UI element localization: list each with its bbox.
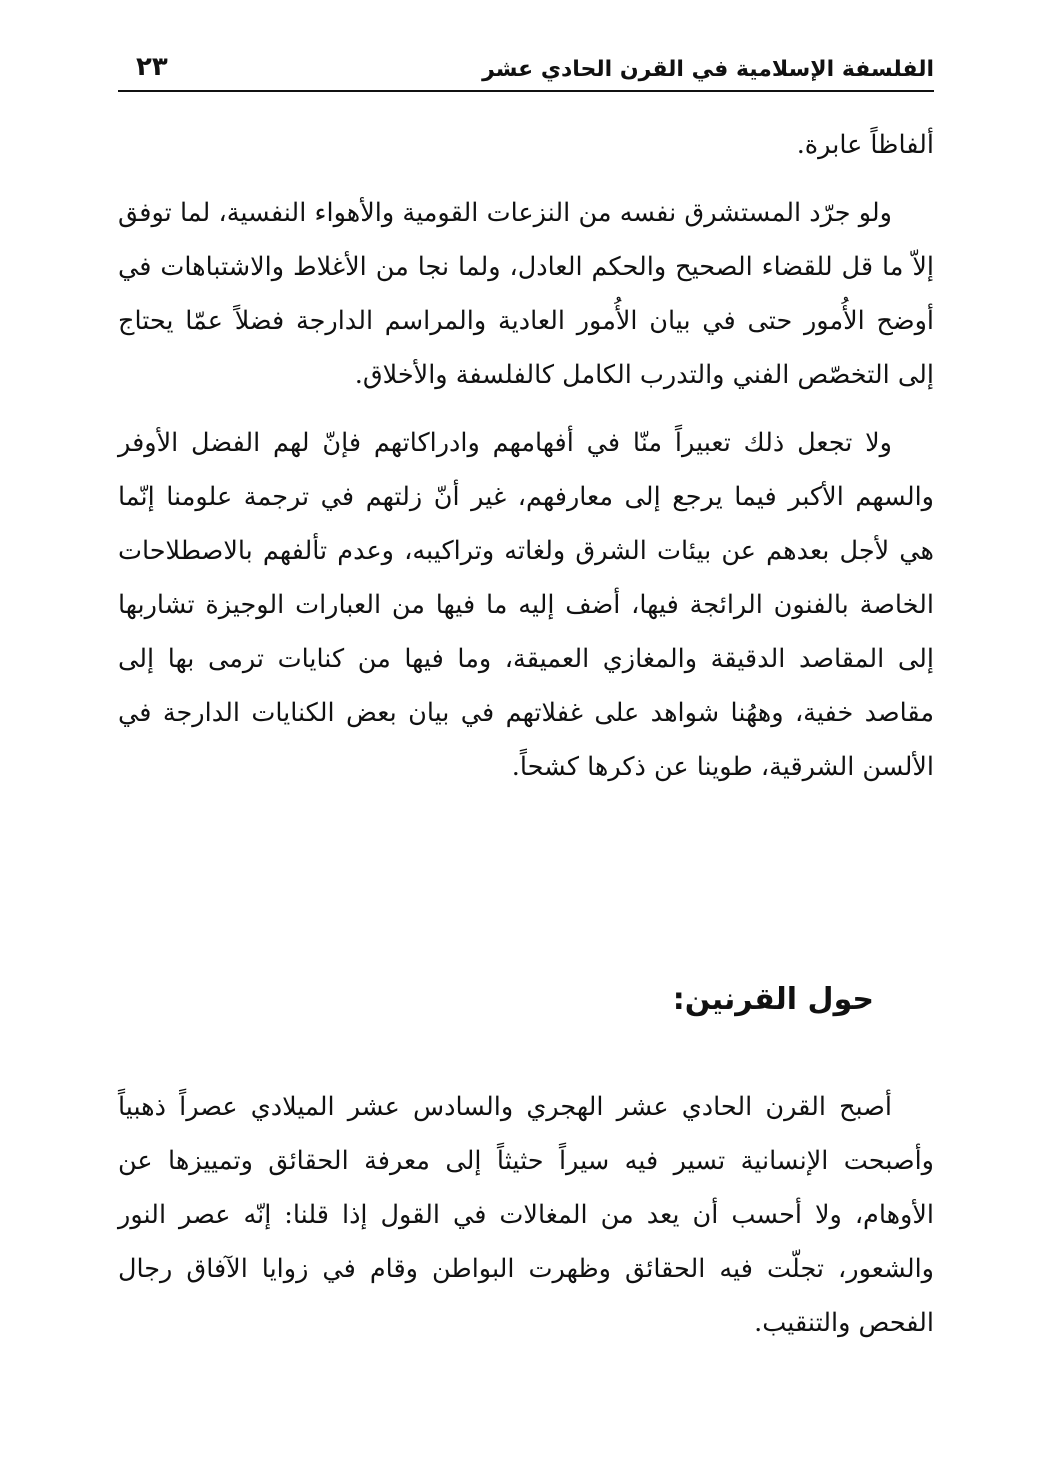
paragraph: ولو جرّد المستشرق نفسه من النزعات القومية والأهواء النفسية، لما توفق إلاّ ما قل للقضاء الصحيح والحكم العادل، ولما نجا من الأغلاط والاشتباهات في أوضح الأُمور حتى في بيان الأُمور العادية والمراسم الدارجة فضلاً عمّا يحتاج إلى التخصّص الفني والتدرب الكامل كالفلسفة والأخلاق.: [118, 198, 934, 390]
running-header: [118, 38, 934, 92]
running-title: الفلسفة الإسلامية في القرن الحادي عشر: [482, 57, 934, 82]
page-number: ٢٣: [136, 52, 168, 82]
paragraph: أصبح القرن الحادي عشر الهجري والسادس عشر الميلادي عصراً ذهبياً وأصبحت الإنسانية تسير فيه سيراً حثيثاً إلى معرفة الحقائق وتمييزها عن الأوهام، ولا أحسب أن يعد من المغالات في القول إذا قلنا: إنّه عصر النور والشعور، تجلّت فيه الحقائق وظهرت البواطن وقام في زوايا الآفاق رجال الفحص والتنقيب.: [118, 1092, 934, 1338]
body-text: [118, 118, 934, 794]
section-body: [118, 1080, 934, 1350]
paragraph-continuation: ألفاظاً عابرة.: [796, 130, 934, 160]
paragraph: ولا تجعل ذلك تعبيراً منّا في أفهامهم وادراكاتهم فإنّ لهم الفضل الأوفر والسهم الأكبر فيما يرجع إلى معارفهم، غير أنّ زلتهم في ترجمة علومنا إنّما هي لأجل بعدهم عن بيئات الشرق ولغاته وتراكيبه، وعدم تألفهم بالاصطلاحات الخاصة بالفنون الرائجة فيها، أضف إليه ما فيها من العبارات الوجيزة تشاربها إلى المقاصد الدقيقة والمغازي العميقة، وما فيها من كنايات ترمى بها إلى مقاصد خفية، وههُنا شواهد على غفلاتهم في بيان بعض الكنايات الدارجة في الألسن الشرقية، طوينا عن ذكرها كشحاً.: [118, 428, 934, 782]
section-heading: حول القرنين:: [672, 982, 874, 1017]
